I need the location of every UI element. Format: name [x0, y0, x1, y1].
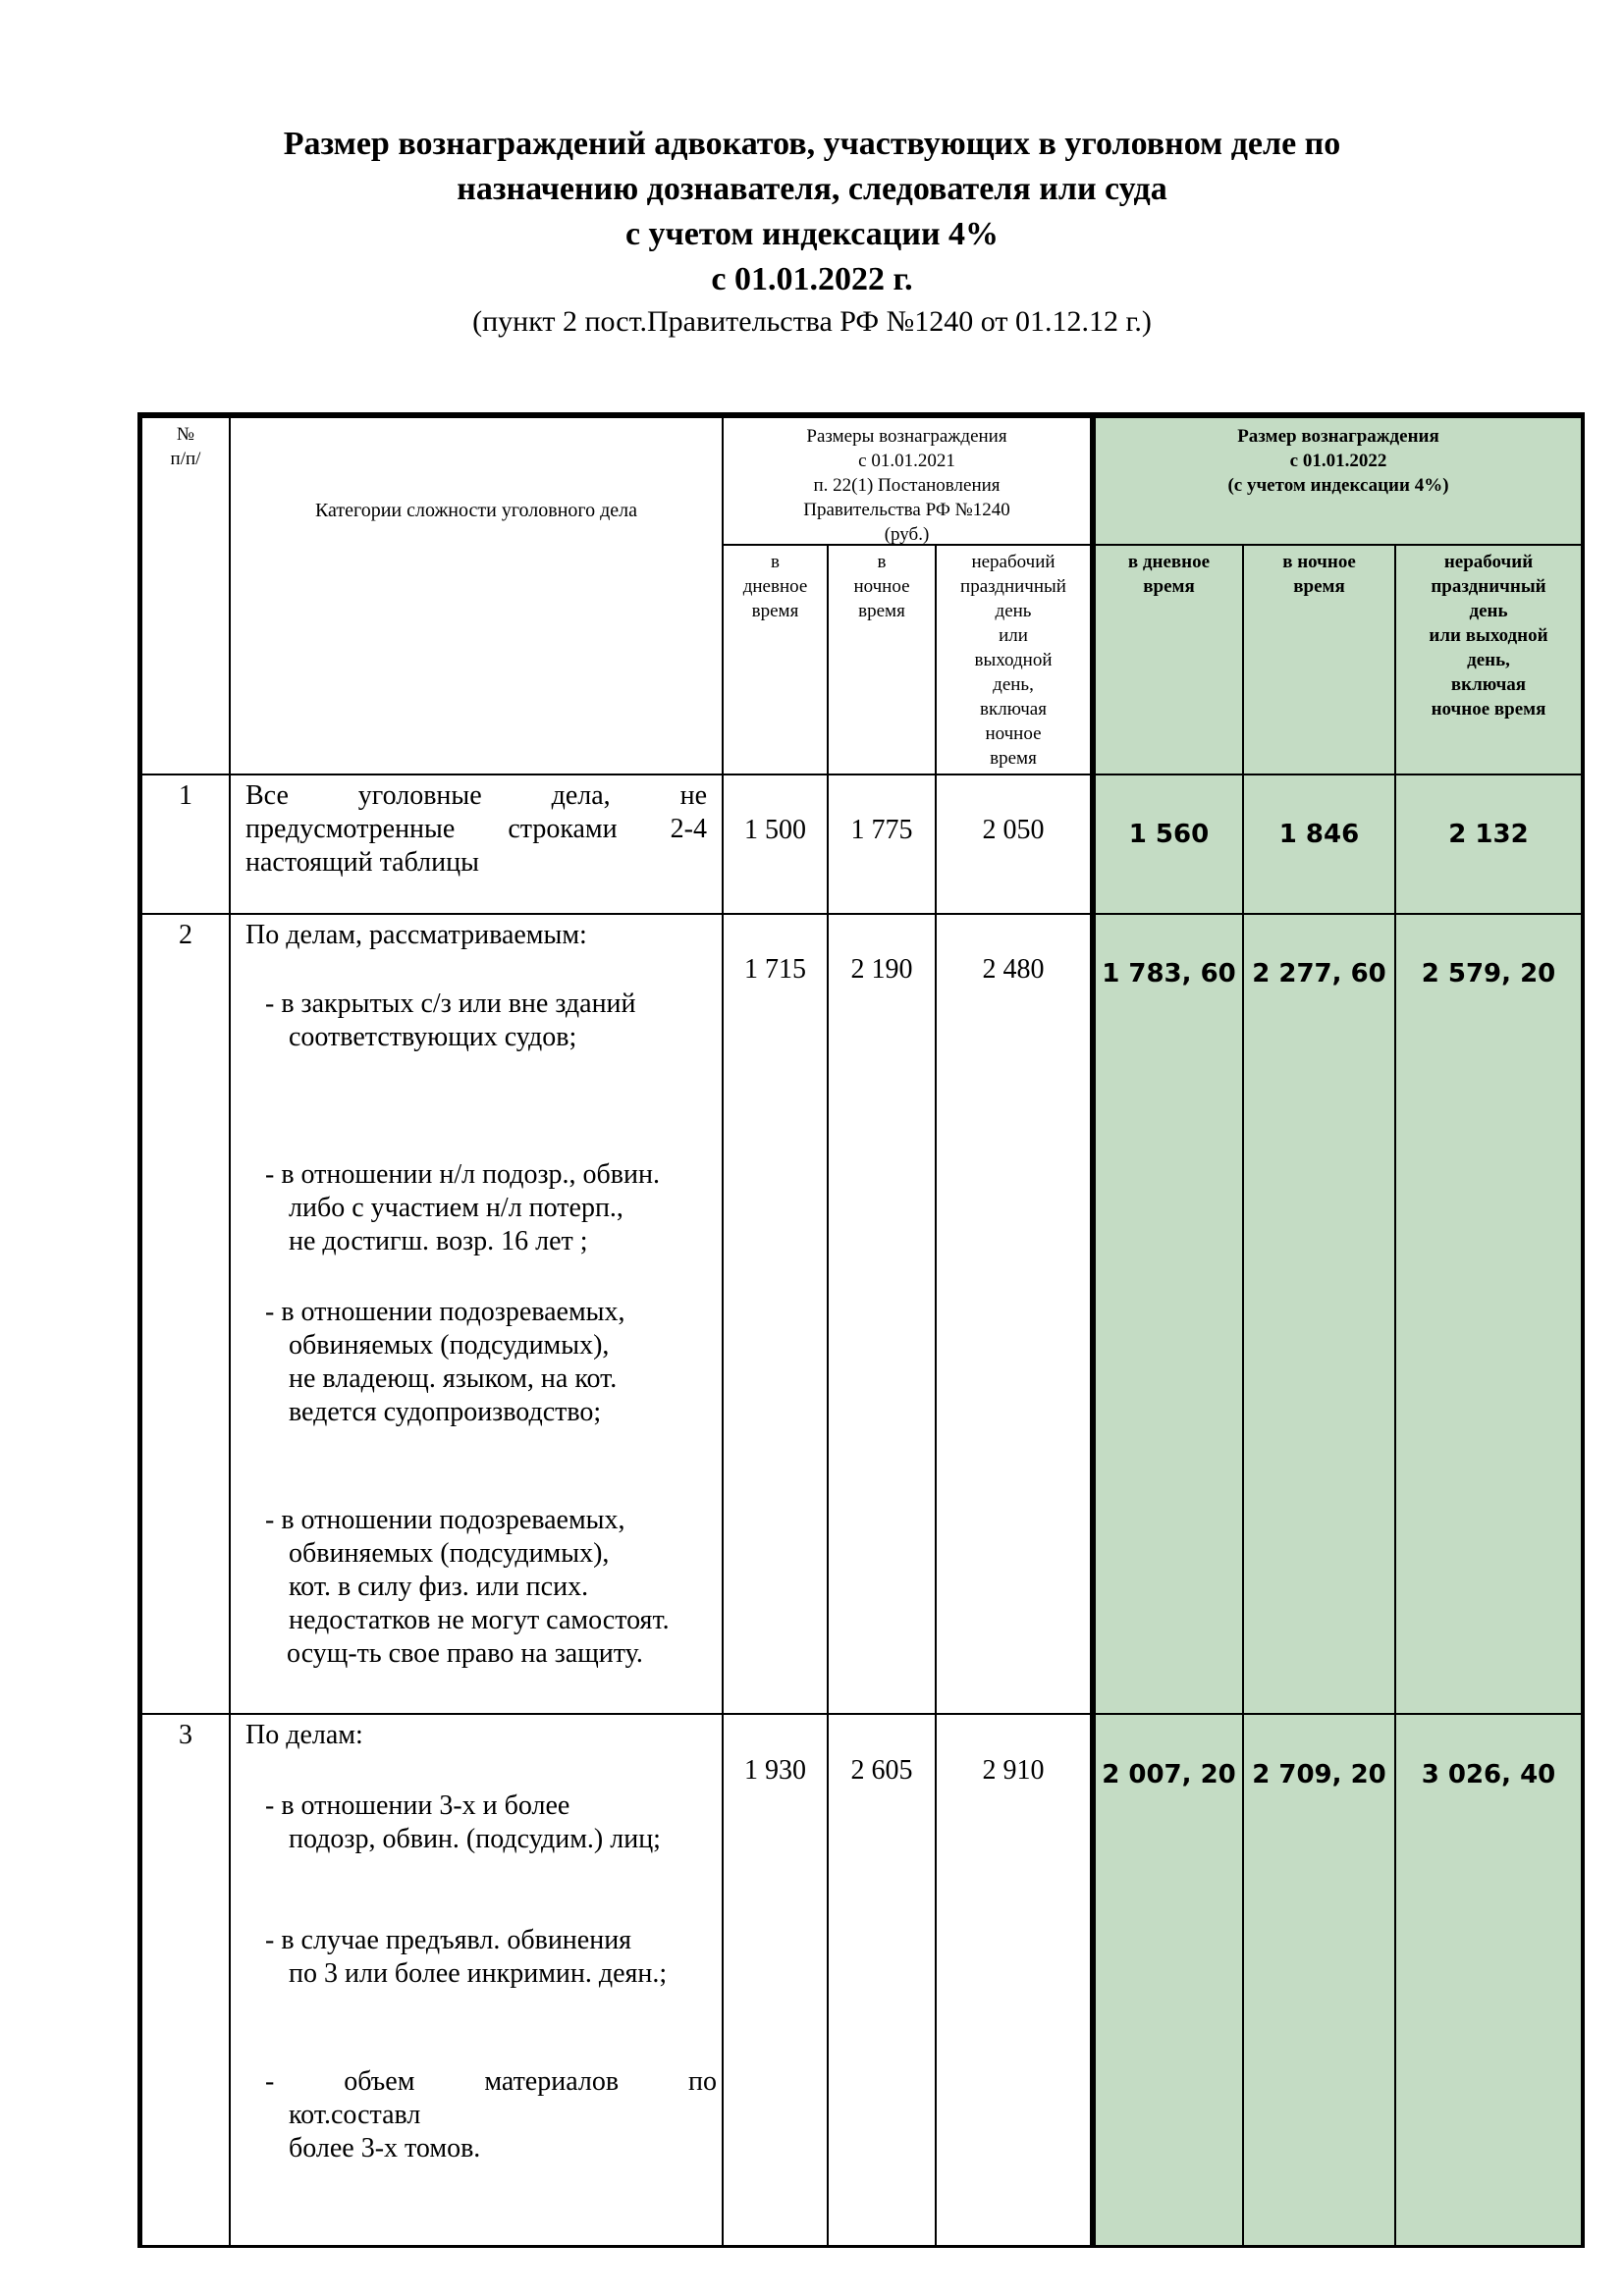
row-number: 1	[179, 780, 192, 811]
old-holiday-value: 2 050	[982, 815, 1045, 845]
header-line: в дневное	[1127, 552, 1211, 572]
new-night-value: 2 277, 60	[1252, 959, 1386, 988]
header-line: или выходной	[1429, 625, 1548, 646]
list-item	[265, 988, 717, 1054]
item-line: - объем материалов по	[265, 2066, 717, 2097]
header-new-day	[1096, 550, 1242, 599]
header-line: ночное	[985, 723, 1042, 744]
row-divider	[137, 1713, 1585, 1715]
item-line: осущ-ть свое право на защиту.	[287, 1638, 643, 1669]
header-line: Размеры вознаграждения	[806, 426, 1007, 447]
document-header	[0, 122, 1624, 342]
header-line: с 01.01.2021	[858, 451, 955, 471]
row-number: 3	[179, 1720, 192, 1750]
item-line: - в отношении 3-х и более	[265, 1790, 570, 1821]
old-day-value: 1 930	[744, 1755, 806, 1786]
item-line: - в отношении н/л подозр., обвин.	[265, 1159, 660, 1190]
title-line: с 01.01.2022 г.	[711, 261, 913, 297]
header-num	[142, 422, 229, 471]
header-old-night	[829, 550, 935, 623]
item-line: - в закрытых с/з или вне зданий	[265, 988, 636, 1019]
row-divider	[137, 774, 1585, 775]
title-line: Размер вознаграждений адвокатов, участвующих в уголовном деле по	[283, 126, 1341, 162]
header-line: или	[999, 625, 1028, 646]
list-item	[265, 1296, 717, 1429]
header-line: в	[771, 552, 780, 572]
header-line: нерабочий	[1443, 552, 1534, 572]
description-line: настоящий таблицы	[245, 847, 479, 878]
header-new-holiday	[1396, 550, 1581, 721]
col-divider	[935, 545, 937, 2248]
header-line: праздничный	[960, 576, 1066, 597]
subtitle: (пункт 2 пост.Правительства РФ №1240 от 01.12.12 г.)	[472, 305, 1152, 338]
item-line: обвиняемых (подсудимых),	[289, 1330, 610, 1361]
new-night-value: 2 709, 20	[1252, 1760, 1386, 1789]
col-divider	[1394, 545, 1396, 2248]
table-border-top	[137, 412, 1585, 418]
old-holiday-value: 2 480	[982, 954, 1045, 985]
list-item	[265, 1924, 717, 1991]
item-line: более 3-х томов.	[289, 2133, 481, 2163]
table-border-left	[137, 412, 142, 2248]
old-day-value: 1 500	[744, 815, 806, 845]
old-night-value: 1 775	[850, 815, 913, 845]
header-line: день,	[993, 674, 1034, 695]
header-line: время	[751, 601, 799, 621]
header-line: включая	[980, 699, 1047, 720]
header-line: (руб.)	[884, 524, 930, 545]
col-divider	[827, 545, 829, 2248]
item-line: подозр, обвин. (подсудим.) лиц;	[289, 1824, 661, 1854]
header-line: включая	[1450, 674, 1527, 695]
header-line: с 01.01.2022	[1289, 451, 1387, 471]
header-line: в ночное	[1282, 552, 1356, 572]
description-line: Все уголовные дела, не	[245, 780, 707, 811]
header-category: Категории сложности уголовного дела	[314, 500, 638, 521]
header-line: п. 22(1) Постановления	[813, 475, 1001, 496]
header-old-holiday	[937, 550, 1090, 771]
new-night-value: 1 846	[1278, 820, 1360, 849]
description-line: предусмотренные строками 2-4	[245, 814, 707, 844]
old-night-value: 2 190	[850, 954, 913, 985]
old-day-value: 1 715	[744, 954, 806, 985]
header-line: Правительства РФ №1240	[803, 500, 1010, 520]
title-line: с учетом индексации 4%	[624, 216, 1000, 252]
new-day-value: 2 007, 20	[1102, 1760, 1236, 1789]
header-line: выходной	[974, 650, 1053, 670]
item-line: кот.составл	[289, 2100, 421, 2130]
new-holiday-value: 2 132	[1448, 820, 1529, 849]
header-line: ночное время	[1431, 699, 1546, 720]
header-old-group	[724, 424, 1090, 547]
row-number: 2	[179, 920, 192, 950]
header-line: время	[858, 601, 905, 621]
header-new-night	[1244, 550, 1394, 599]
header-line: день,	[1467, 650, 1510, 670]
item-line: - в отношении подозреваемых,	[265, 1297, 625, 1327]
remuneration-table	[137, 412, 1585, 2248]
header-line: время	[1293, 576, 1345, 597]
header-old-day	[724, 550, 827, 623]
group-divider-thick	[1090, 412, 1096, 2248]
item-line: - в отношении подозреваемых,	[265, 1505, 625, 1535]
new-holiday-value: 2 579, 20	[1421, 959, 1556, 988]
item-line: не владеющ. языком, на кот.	[289, 1363, 618, 1394]
item-line: не достигш. возр. 16 лет ;	[289, 1226, 588, 1256]
header-num-line: №	[176, 424, 195, 445]
row-lead: По делам:	[245, 1720, 363, 1750]
header-line: нерабочий	[971, 552, 1056, 572]
header-line: время	[990, 748, 1037, 769]
row-lead: По делам, рассматриваемым:	[245, 920, 587, 950]
item-line: либо с участием н/л потерп.,	[289, 1193, 623, 1223]
item-line: обвиняемых (подсудимых),	[289, 1538, 610, 1569]
header-num-line: п/п/	[170, 449, 201, 469]
header-new-group	[1096, 424, 1581, 498]
item-line: недостатков не могут самостоят.	[289, 1605, 670, 1635]
new-holiday-value: 3 026, 40	[1421, 1760, 1556, 1789]
header-line: день	[1469, 601, 1508, 621]
new-day-value: 1 783, 60	[1102, 959, 1236, 988]
header-line: (с учетом индексации 4%)	[1227, 475, 1449, 496]
row-description	[245, 779, 707, 880]
old-night-value: 2 605	[850, 1755, 913, 1786]
list-item	[265, 2065, 717, 2165]
table-border-right	[1581, 412, 1585, 2248]
list-item	[265, 1789, 717, 1856]
item-line: кот. в силу физ. или псих.	[289, 1572, 589, 1602]
item-line: - в случае предъявл. обвинения	[265, 1925, 632, 1955]
old-holiday-value: 2 910	[982, 1755, 1045, 1786]
header-line: ночное	[853, 576, 910, 597]
row-divider	[137, 913, 1585, 915]
header-line: дневное	[742, 576, 808, 597]
new-day-value: 1 560	[1128, 820, 1210, 849]
col-divider	[229, 412, 231, 2248]
header-line: праздничный	[1431, 576, 1546, 597]
item-line: соответствующих судов;	[289, 1022, 577, 1052]
header-line: Размер вознаграждения	[1237, 426, 1439, 447]
list-item	[265, 1504, 717, 1671]
list-item	[265, 1158, 717, 1258]
table-border-bottom	[137, 2245, 1585, 2248]
header-line: день	[995, 601, 1032, 621]
item-line: ведется судопроизводство;	[289, 1397, 602, 1427]
header-line: время	[1143, 576, 1195, 597]
title-line: назначению дознавателя, следователя или суда	[457, 171, 1167, 207]
col-divider	[1242, 545, 1244, 2248]
item-line: по 3 или более инкримин. деян.;	[289, 1958, 668, 1989]
col-divider	[722, 412, 724, 2248]
header-line: в	[877, 552, 887, 572]
